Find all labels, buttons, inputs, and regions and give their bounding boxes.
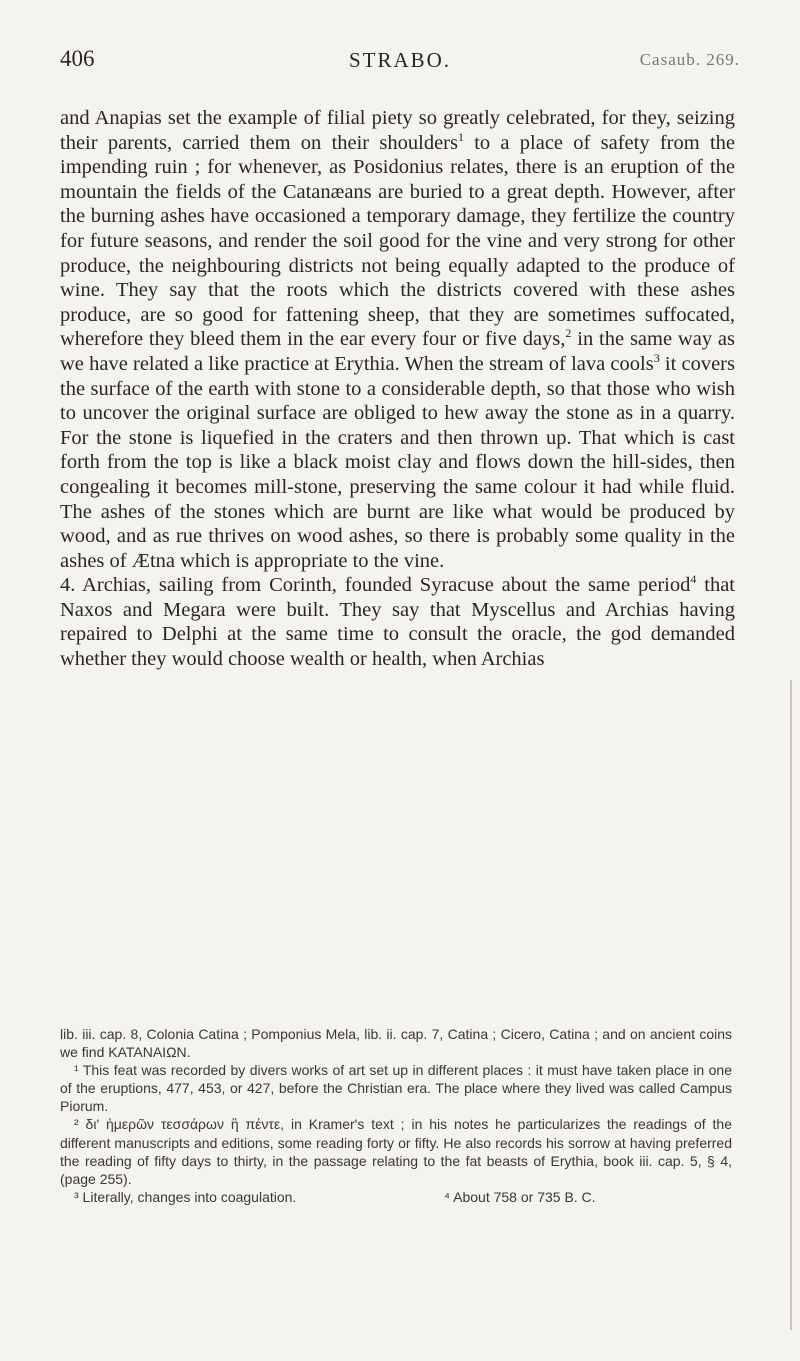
- footnote-4: ⁴ About 758 or 735 B. C.: [444, 1188, 596, 1205]
- footnote-3: ³ Literally, changes into coagulation.: [74, 1188, 297, 1205]
- footnote-marker: 2: [565, 326, 572, 341]
- footnote-1: ¹ This feat was recorded by divers works of art set up in different places : it must have taken place in one of the eruptions, 477, 453, or 427, before the Christian era. The place where they lived was called Campus Piorum.: [60, 1062, 732, 1115]
- page-number: 406: [60, 46, 95, 71]
- running-title: STRABO.: [348, 48, 452, 72]
- main-text: [60, 106, 735, 672]
- page-edge-shadow: [790, 680, 792, 1330]
- footnotes: [60, 1025, 732, 1206]
- footnote-2: ² δι' ἡμερῶν τεσσάρων ἢ πέντε, in Kramer's text ; in his notes he particularizes the readings of the different manuscripts and editions, some reading forty or fifty. He also records his sorrow at having preferred the reading of fifty days to thirty, in the passage relating to the fat beasts of Erythia, book iii. cap. 5, § 4, (page 255).: [60, 1116, 732, 1187]
- footnote-marker: 4: [690, 572, 697, 587]
- footnote-marker: 3: [653, 351, 660, 366]
- footnote-row: [60, 1188, 732, 1206]
- paragraph: 4. Archias, sailing from Corinth, founded Syracuse about the same period$^4$ that Naxos and Megara were built. They say that Myscellus and Archias having repaired to Delphi at the same time to consult the oracle, the god demanded whether they would choose wealth or health, when Archias: [60, 572, 735, 671]
- page-header: [60, 46, 740, 80]
- paragraph: and Anapias set the example of filial piety so greatly celebrated, for they, seizing their parents, carried them on their shoulders$^1$ to a place of safety from the impending ruin ; for whenever, as Posidonius relates, there is an eruption of the mountain the fields of the Catanæans are buried to a great depth. However, after the burning ashes have occasioned a temporary damage, they fertilize the country for future seasons, and render the soil good for the vine and very strong for other produce, the neighbouring districts not being equally adapted to the produce of wine. They say that the roots which the districts covered with these ashes produce, are so good for fattening sheep, that they are sometimes suffocated, wherefore they bleed them in the ear every four or five days,$^2$ in the same way as we have related a like practice at Erythia. When the stream of lava cools$^3$ it covers the surface of the earth with stone to a considerable depth, so that those who wish to uncover the original surface are obliged to hew away the stone as in a quarry. For the stone is liquefied in the craters and then thrown up. That which is cast forth from the top is like a black moist clay and flows down the hill-sides, then congealing it becomes mill-stone, preserving the same colour it had while fluid. The ashes of the stones which are burnt are like what would be produced by wood, and as rue thrives on wood ashes, so there is probably some quality in the ashes of Ætna which is appropriate to the vine.: [60, 107, 735, 572]
- footnote-continuation: lib. iii. cap. 8, Colonia Catina ; Pomponius Mela, lib. ii. cap. 7, Catina ; Cicero, Catina ; and on ancient coins we find ΚΑΤΑΝΑΙΩΝ.: [60, 1026, 732, 1061]
- footnote-marker: 1: [457, 129, 464, 144]
- casaubon-reference: Casaub. 269.: [639, 50, 740, 69]
